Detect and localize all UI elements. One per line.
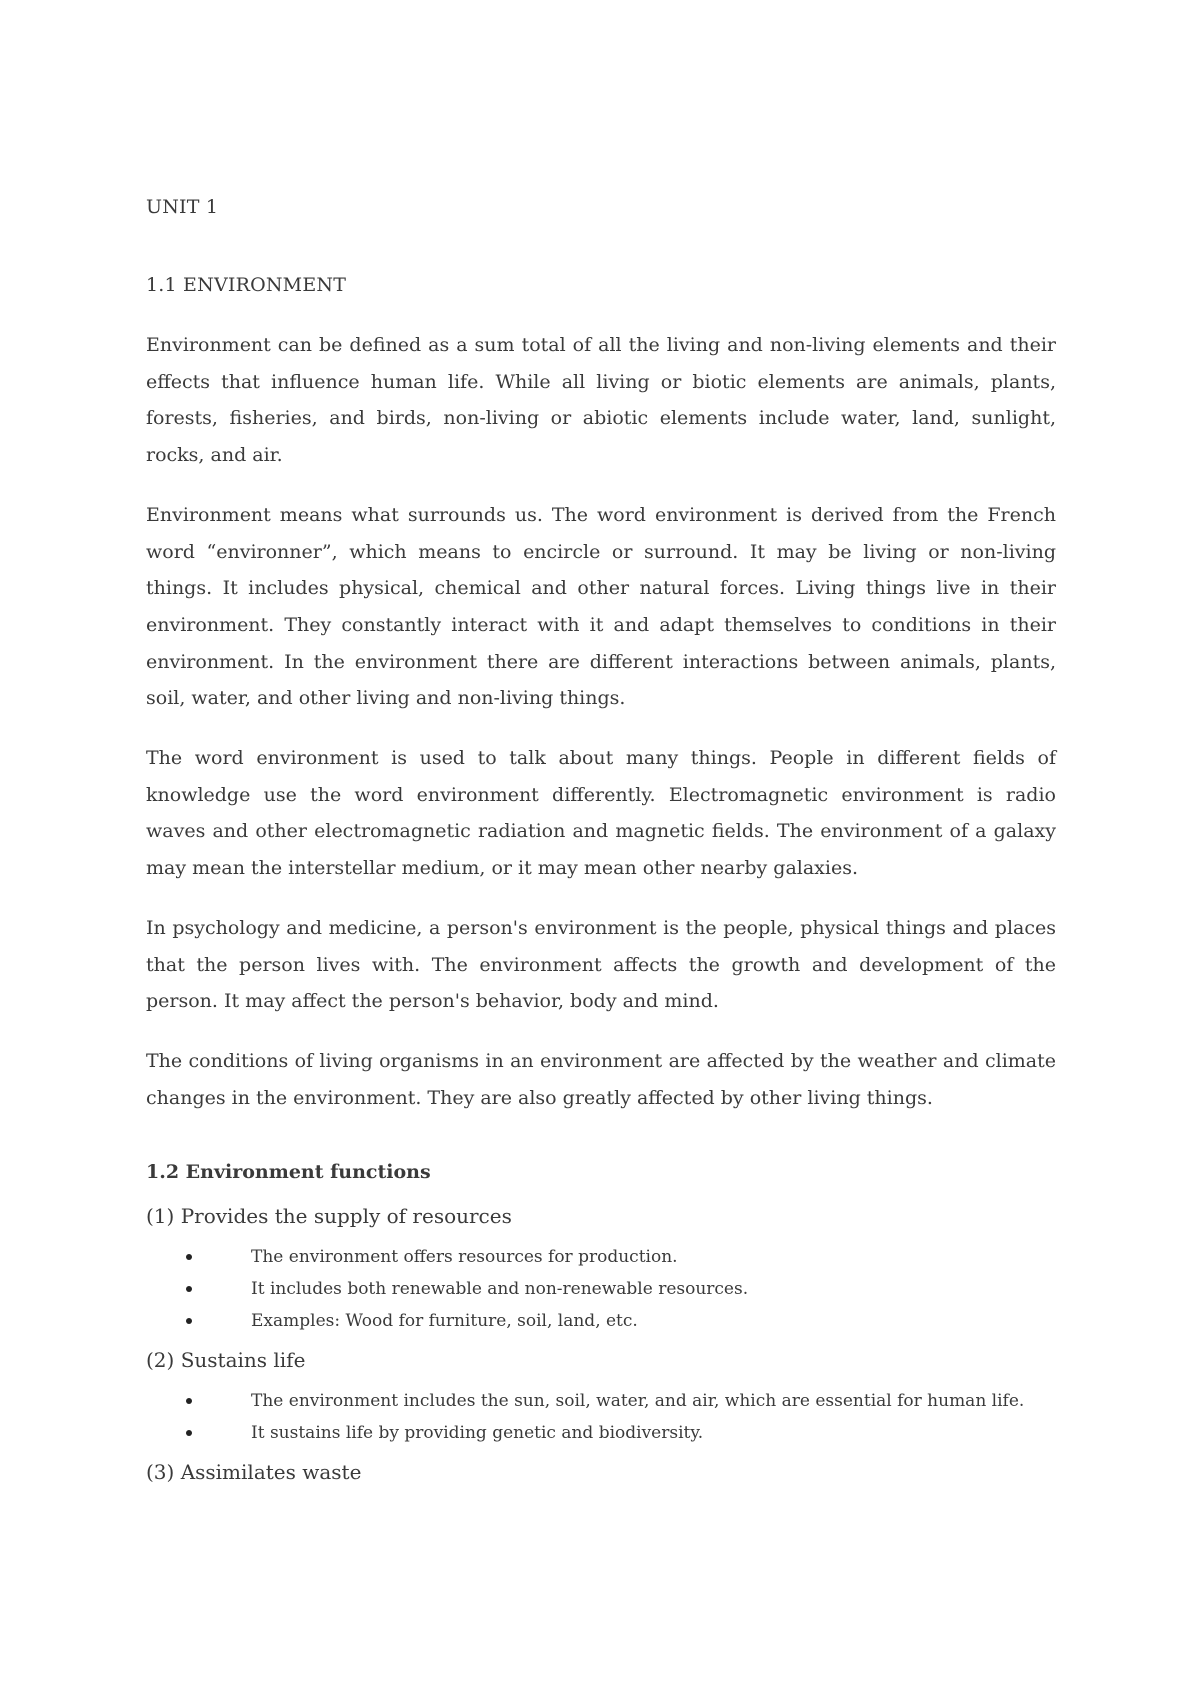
unit-title: UNIT 1 [146, 196, 219, 218]
section-environment-functions [146, 1157, 1056, 1497]
list-item [146, 1305, 1056, 1337]
paragraph: The conditions of living organisms in an environment are affected by the weather and climate changes in the environment. They are also greatly affected by other living things. [146, 1049, 1056, 1109]
list-item-text: The environment offers resources for production. [251, 1247, 678, 1267]
bullet-icon [186, 1286, 192, 1292]
section-body [146, 327, 1056, 1139]
bullet-icon [186, 1430, 192, 1436]
bullet-icon [186, 1398, 192, 1404]
bullet-list [146, 1385, 1056, 1449]
function-heading: (3) Assimilates waste [146, 1460, 362, 1484]
section-title-environment: 1.1 ENVIRONMENT [146, 274, 347, 296]
section-title-functions: 1.2 Environment functions [146, 1161, 431, 1183]
bullet-icon [186, 1318, 192, 1324]
bullet-icon [186, 1254, 192, 1260]
paragraph: Environment can be defined as a sum total of all the living and non-living elements and their effects that influence human life. While all living or biotic elements are animals, plants, forests, fisheries, and birds, non-living or abiotic elements include water, land, sunlight, rocks, and air. [146, 334, 1056, 467]
function-heading: (1) Provides the supply of resources [146, 1204, 512, 1228]
list-item [146, 1417, 1056, 1449]
list-item-text: It includes both renewable and non-renewable resources. [251, 1279, 749, 1299]
list-item-text: Examples: Wood for furniture, soil, land, etc. [251, 1311, 638, 1331]
bullet-list [146, 1241, 1056, 1337]
list-item [146, 1385, 1056, 1417]
list-item-text: The environment includes the sun, soil, water, and air, which are essential for human life. [251, 1391, 1025, 1411]
paragraph: The word environment is used to talk about many things. People in different fields of knowledge use the word environment differently. Electromagnetic environment is radio waves and other electromagnetic radiation and magnetic fields. The environment of a galaxy may mean the interstellar medium, or it may mean other nearby galaxies. [146, 747, 1056, 880]
list-item-text: It sustains life by providing genetic and biodiversity. [251, 1423, 704, 1443]
document-page [146, 0, 1056, 1698]
paragraph: Environment means what surrounds us. The word environment is derived from the French word “environner”, which means to encircle or surround. It may be living or non-living things. It includes physical, chemical and other natural forces. Living things live in their environment. They constantly interact with it and adapt themselves to conditions in their environment. In the environment there are different interactions between animals, plants, soil, water, and other living and non-living things. [146, 503, 1056, 710]
paragraph: In psychology and medicine, a person's environment is the people, physical things and places that the person lives with. The environment affects the growth and development of the person. It may affect the person's behavior, body and mind. [146, 916, 1056, 1013]
list-item [146, 1273, 1056, 1305]
list-item [146, 1241, 1056, 1273]
function-heading: (2) Sustains life [146, 1348, 306, 1372]
